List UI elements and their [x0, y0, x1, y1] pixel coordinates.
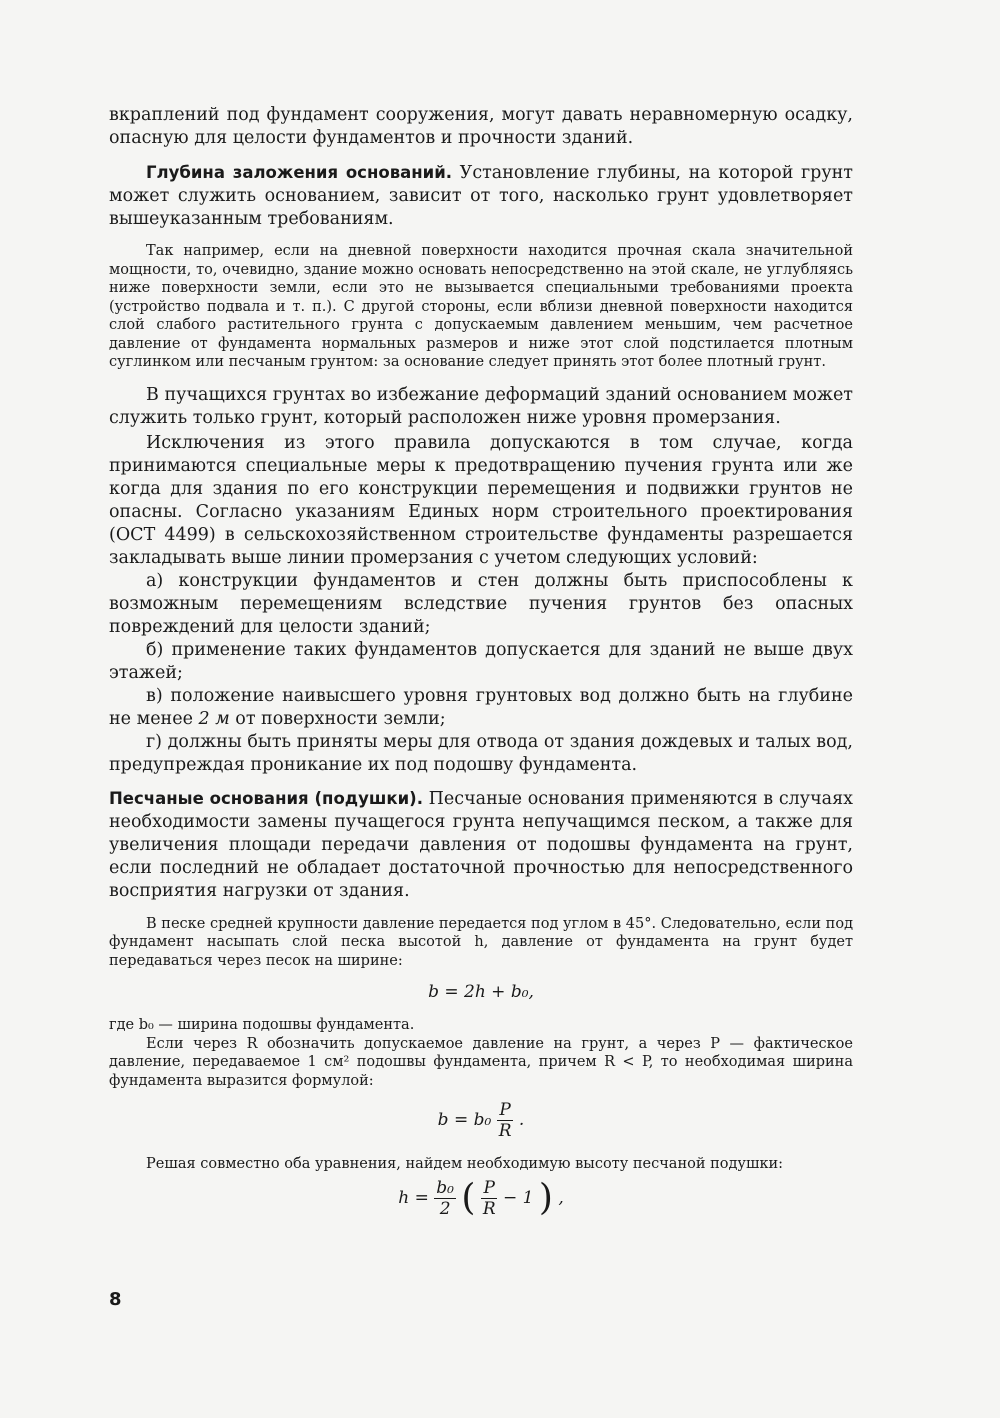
formula-minus-one: − 1	[503, 1187, 534, 1208]
formula-cushion-left: h =	[398, 1187, 435, 1208]
formula-cushion-end: ,	[558, 1187, 564, 1208]
close-paren: )	[538, 1177, 553, 1218]
section-heading-depth: Глубина заложения оснований.	[146, 163, 453, 182]
formula-required-width-end: .	[518, 1110, 525, 1130]
fraction-denominator: 2	[439, 1198, 451, 1219]
fraction-numerator: P	[483, 1177, 495, 1198]
small-print-angle: В песке средней крупности давление передается под углом в 45°. Следовательно, если под фундамент насыпать слой песка высотой h, давление от фундамента на грунт будет передаваться через песок на ширине:	[109, 915, 853, 969]
formula-required-width	[109, 1100, 853, 1141]
fraction-numerator: P	[499, 1100, 511, 1120]
small-print-pressure: Если через R обозначить допускаемое давление на грунт, а через P — фактическое давление, передаваемое 1 см² подошвы фундамента, причем R < P, то необходимая ширина фундамента выразится формулой:	[109, 1035, 853, 1089]
text-column	[109, 104, 853, 1219]
fraction-denominator: R	[498, 1121, 512, 1141]
paragraph-sand-text: Песчаные основания применяются в случаях необходимости замены пучащегося грунта непучащимся песком, а также для увеличения площади передачи давления от подошвы фундамента на грунт, если последний не обладает достаточной прочностью для непосредственного восприятия нагрузки от здания.	[109, 788, 853, 901]
small-print-solving: Решая совместно оба уравнения, найдем необходимую высоту песчаной подушки:	[146, 1156, 784, 1172]
section-heading-sand: Песчаные основания (подушки).	[109, 788, 423, 808]
paragraph-exceptions: Исключения из этого правила допускаются в том случае, когда принимаются специальные меры к предотвращению пучения грунта или же когда для здания по его конструкции перемещения и подвижки грунтов не опасны. Согласно указаниям Единых норм строительного проектирования (ОСТ 4499) в сельскохозяйственном строительстве фундаменты разрешается закладывать выше линии промерзания с учетом следующих условий:	[109, 432, 853, 568]
list-item-b: б) применение таких фундаментов допускается для зданий не выше двух этажей;	[109, 639, 853, 683]
paragraph-continuation: вкраплений под фундамент сооружения, могут давать неравномерную осадку, опасную для целости фундаментов и прочности зданий.	[109, 105, 853, 148]
list-item-c-text: в) положение наивысшего уровня грунтовых вод должно быть на глубине не менее	[109, 685, 853, 729]
list-item-c-value: 2 м	[198, 708, 230, 729]
small-print-where: где b₀ — ширина подошвы фундамента.	[109, 1017, 415, 1033]
list-item-c-end: от поверхности земли;	[229, 708, 446, 729]
paragraph-frost: В пучащихся грунтах во избежание деформаций зданий основанием может служить только грунт, который расположен ниже уровня промерзания.	[109, 384, 853, 428]
fraction-denominator: R	[482, 1198, 496, 1219]
fraction-p-over-r	[497, 1100, 514, 1141]
formula-required-width-left: b = b₀	[437, 1110, 492, 1130]
list-item-d: г) должны быть приняты меры для отвода от здания дождевых и талых вод, предупреждая проникание их под подошву фундамента.	[109, 731, 853, 775]
list-item-a: а) конструкции фундаментов и стен должны быть приспособлены к возможным перемещениям вследствие пучения грунтов без опасных повреждений для целости зданий;	[109, 570, 853, 637]
small-print-example: Так например, если на дневной поверхности находится прочная скала значительной мощности, то, очевидно, здание можно основать непосредственно на этой скале, не углубляясь ниже поверхности земли, если это не вызывается специальными требованиями проекта (устройство подвала и т. п.). С другой стороны, если вблизи дневной поверхности находится слой слабого растительного грунта с допускаемым давлением меньшим, чем расчетное давление от фундамента нормальных размеров и ниже этот слой подстилается плотным суглинком или песчаным грунтом: за основание следует принять этот более плотный грунт.	[109, 243, 853, 370]
paragraph-sand	[109, 787, 853, 903]
fraction-numerator: b₀	[436, 1177, 454, 1198]
paragraph-depth	[109, 161, 853, 231]
fraction-p-over-r-inner	[481, 1178, 498, 1219]
formula-cushion-height	[109, 1178, 853, 1219]
formula-width: b = 2h + b₀,	[428, 982, 534, 1002]
page-number: 8	[109, 1289, 122, 1310]
list-item-c	[109, 685, 853, 731]
fraction-b0-over-2	[434, 1178, 456, 1219]
paragraph-depth-text: Установление глубины, на которой грунт может служить основанием, зависит от того, насколько грунт удовлетворяет вышеуказанным требованиям.	[109, 163, 853, 229]
open-paren: (	[461, 1177, 476, 1218]
